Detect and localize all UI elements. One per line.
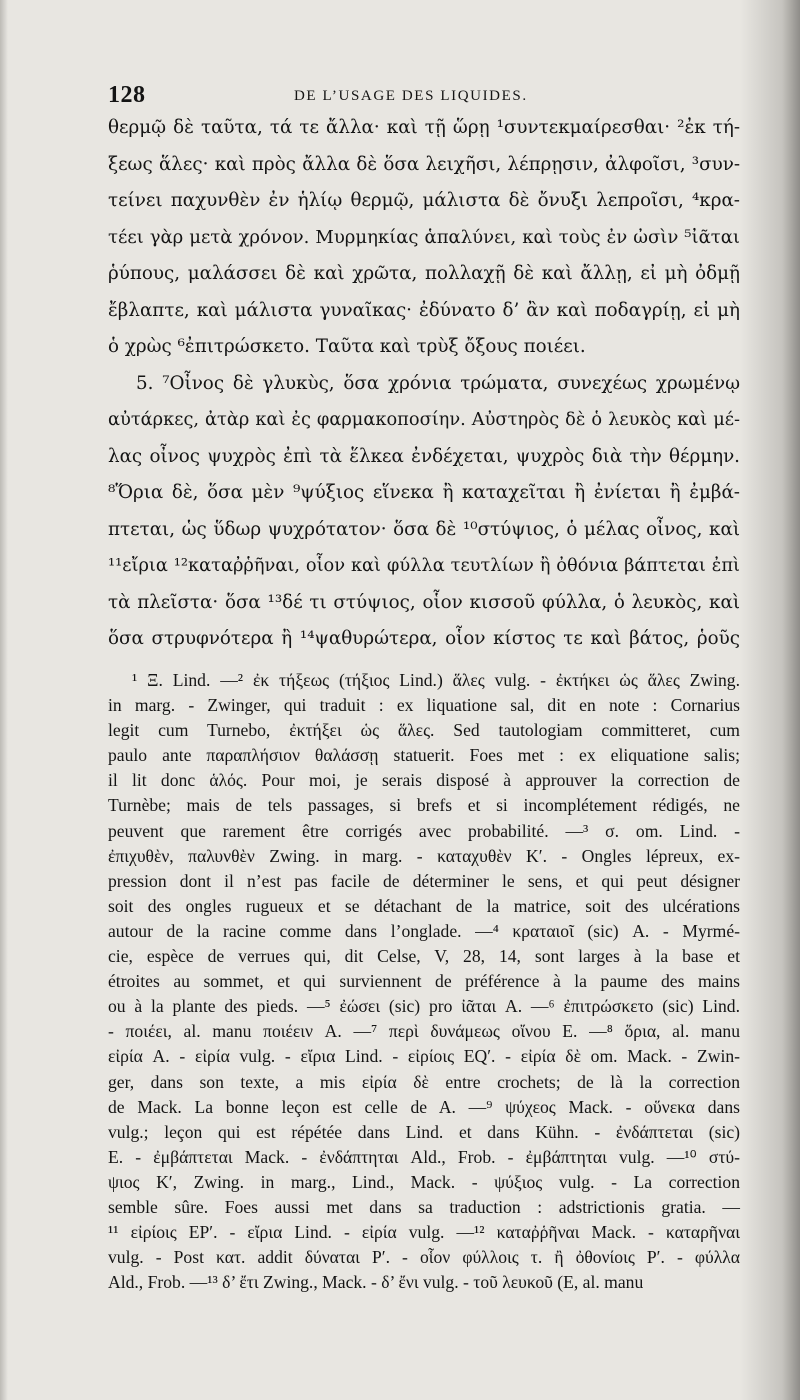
footnote-line: paulo ante παραπλήσιον θαλάσσῃ statuerit. Foes met : ex eliquatione salis; (108, 745, 740, 766)
footnote-line: cie, espèce de verrues qui, dit Celse, V, 28, 14, sont larges à la base et (108, 946, 740, 967)
footnote-line: vulg. - Post κατ. addit δύναται P′. - οἷον φύλλοις τ. ἢ ὀθονίοις P′. - φύλλα (108, 1247, 740, 1268)
text-line: τέει γὰρ μετὰ χρόνον. Μυρμηκίας ἁπαλύνει, καὶ τοὺς ἐν ὠσὶν ⁵ἰᾶται (108, 226, 740, 248)
footnote-line: ¹ Ξ. Lind. —² ἐκ τήξεως (τήξιος Lind.) ἅλες vulg. - ἐκτήκει ὡς ἅλες Zwing. (132, 670, 740, 690)
footnote-line: autour de la racine comme dans l’onglade. —⁴ κραταιοῖ (sic) A. - Myrmé- (108, 920, 740, 941)
footnote-line: vulg.; leçon qui est répétée dans Lind. et dans Kühn. - ἐνδάπτεται (sic) (108, 1121, 740, 1142)
page-header (108, 82, 738, 112)
text-line: ἔβλαπτε, καὶ μάλιστα γυναῖκας· ἐδύνατο δ’ ἂν καὶ ποδαγρίῃ, εἰ μὴ (108, 299, 740, 321)
footnote-line: il lit donc ἁλός. Pour moi, je serais disposé à approuver la correction de (108, 770, 740, 791)
footnote-line: εἰρία A. - εἰρία vulg. - εἴρια Lind. - εἰρίοις EQ′. - εἰρία δὲ om. Mack. - Zwin- (108, 1046, 740, 1067)
running-head: DE L’USAGE DES LIQUIDES. (294, 88, 528, 104)
footnote-line: ψιος K′, Zwing. in marg., Lind., Mack. - ψύξιος vulg. - La correction (108, 1171, 740, 1192)
footnotes (108, 668, 740, 1295)
text-line: λας οἶνος ψυχρὸς ἐπὶ τὰ ἕλκεα ἐνδέχεται, ψυχρὸς διὰ τὴν θέρμην. (108, 445, 740, 467)
text-line: τὰ πλεῖστα· ὅσα ¹³δέ τι στύψιος, οἷον κισσοῦ φύλλα, ὁ λευκὸς, καὶ (108, 591, 740, 613)
footnote-line: pression dont il n’est pas facile de déterminer le sens, et qui peut désigner (108, 870, 740, 891)
footnote-line: E. - ἐμβάπτεται Mack. - ἐνδάπτηται Ald., Frob. - ἐμβάπτηται vulg. —¹⁰ στύ- (108, 1146, 740, 1167)
footnote-line: semble sûre. Foes aussi met dans sa traduction : adstrictionis gratia. — (108, 1196, 740, 1217)
footnote-line: ger, dans son texte, a mis εἰρία δὲ entre crochets; de là la correction (108, 1071, 740, 1092)
text-line: ὁ χρὼς ⁶ἐπιτρώσκετο. Ταῦτα καὶ τρὺξ ὄξους ποιέει. (108, 336, 586, 357)
text-line: ⁸Ὅρια δὲ, ὅσα μὲν ⁹ψύξιος εἵνεκα ἢ καταχεῖται ἢ ἐνίεται ἢ ἐμβά- (108, 482, 740, 503)
footnote-line: in marg. - Zwinger, qui traduit : ex liquatione sal, dit en note : Cornarius (108, 695, 740, 716)
text-line: αὐτάρκες, ἀτὰρ καὶ ἐς φαρμακοποσίην. Αὐστηρὸς δὲ ὁ λευκὸς καὶ μέ- (108, 409, 740, 430)
page-edge-shadow (740, 0, 800, 1400)
footnote-line: soit des ongles rugueux et se détachant de la matrice, soit des ulcérations (108, 895, 740, 916)
text-line: ¹¹εἴρια ¹²καταῤῥῆναι, οἷον καὶ φύλλα τευτλίων ἢ ὀθόνια βάπτεται ἐπὶ (108, 555, 740, 576)
main-text (108, 110, 740, 658)
page-gutter-shadow (0, 0, 8, 1400)
footnote-line: étroites au sommet, et qui surviennent de préférence à la paume des mains (108, 971, 740, 992)
text-line: τείνει παχυνθὲν ἐν ἡλίῳ θερμῷ, μάλιστα δὲ ὄνυξι λεπροῖσι, ⁴κρα- (108, 190, 740, 211)
footnote-line: ¹¹ εἰρίοις EP′. - εἴρια Lind. - εἰρία vulg. —¹² καταῤῥῆναι Mack. - καταρῆναι (108, 1222, 740, 1243)
footnote-line: Ald., Frob. —¹³ δ’ ἔτι Zwing., Mack. - δ’ ἔνι vulg. - τοῦ λευκοῦ (E, al. manu (108, 1272, 644, 1293)
footnote-line: ἐπιχυθὲν, παλυνθὲν Zwing. in marg. - καταχυθὲν K′. - Ongles lépreux, ex- (108, 845, 740, 866)
text-line: πτεται, ὡς ὕδωρ ψυχρότατον· ὅσα δὲ ¹⁰στύψιος, ὁ μέλας οἶνος, καὶ (108, 518, 740, 540)
footnote-line: Turnèbe; mais de tels passages, si brefs et si incomplétement rédigés, ne (108, 795, 740, 816)
text-line: ὅσα στρυφνότερα ἢ ¹⁴ψαθυρώτερα, οἷον κίστος τε καὶ βάτος, ῥοῦς (108, 628, 740, 649)
footnote-line: legit cum Turnebo, ἐκτήξει ὡς ἅλες. Sed tautologiam committeret, cum (108, 720, 740, 741)
footnote-line: peuvent que rarement être corrigés avec probabilité. —³ σ. om. Lind. - (108, 820, 740, 841)
footnote-line: de Mack. La bonne leçon est celle de A. —⁹ ψύχεος Mack. - οὕνεκα dans (108, 1096, 740, 1117)
text-line: θερμῷ δὲ ταῦτα, τά τε ἄλλα· καὶ τῇ ὥρῃ ¹συντεκμαίρεσθαι· ²ἐκ τή- (108, 117, 740, 138)
text-line: ξεως ἅλες· καὶ πρὸς ἄλλα δὲ ὅσα λειχῆσι, λέπρῃσιν, ἀλφοῖσι, ³συν- (108, 153, 740, 175)
section-5-start-line: 5. ⁷Οἶνος δὲ γλυκὺς, ὅσα χρόνια τρώματα, συνεχέως χρωμένῳ (136, 372, 740, 394)
page-number: 128 (108, 82, 146, 108)
text-line: ῥύπους, μαλάσσει δὲ καὶ χρῶτα, πολλαχῇ δὲ καὶ ἄλλῃ, εἰ μὴ ὀδμῇ (108, 263, 740, 284)
footnote-line: - ποιέει, al. manu ποιέειν A. —⁷ περὶ δυνάμεως οἴνου E. —⁸ ὅρια, al. manu (108, 1021, 740, 1042)
footnote-line: ou à la plante des pieds. —⁵ ἐώσει (sic) pro ἰᾶται A. —⁶ ἐπιτρώσκετο (sic) Lind. (108, 996, 740, 1017)
